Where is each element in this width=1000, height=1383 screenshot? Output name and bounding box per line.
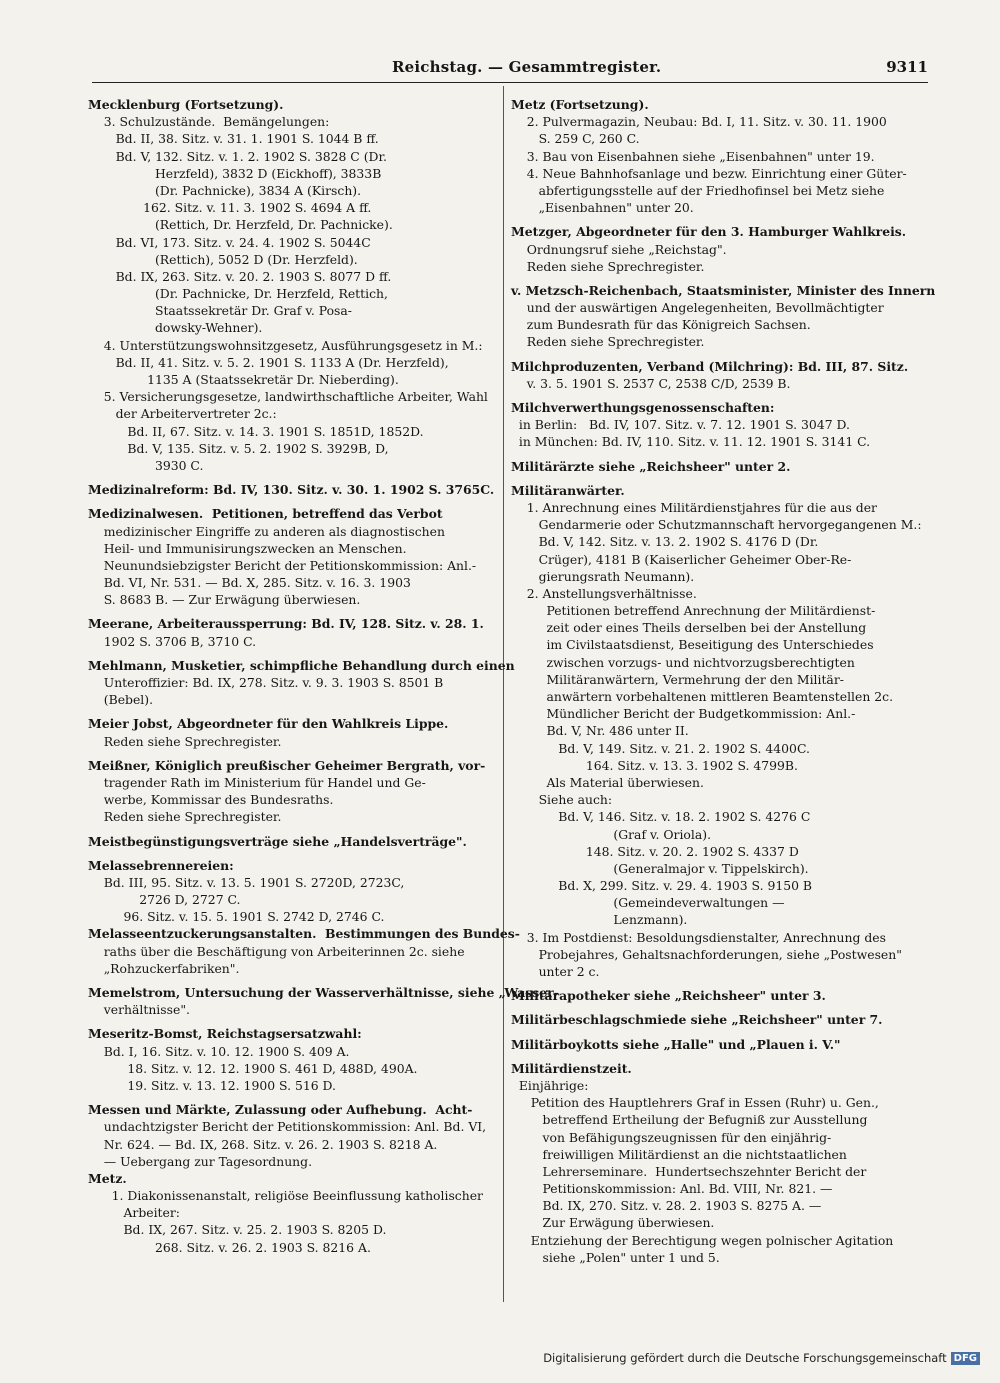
index-entry-line: raths über die Beschäftigung von Arbeiterinnen 2c. siehe [88, 943, 465, 959]
index-entry-heading: Meistbegünstigungsverträge siehe „Handelsverträge". [88, 833, 467, 849]
index-entry-line: Militäranwärtern, Vermehrung der den Militär- [511, 671, 844, 687]
index-entry-line: Bd. V, 132. Sitz. v. 1. 2. 1902 S. 3828 C (Dr. [88, 148, 387, 164]
index-entry-line: Bd. II, 38. Sitz. v. 31. 1. 1901 S. 1044 B ff. [88, 131, 379, 147]
index-entry-line: Bd. II, 41. Sitz. v. 5. 2. 1901 S. 1133 A (Dr. Herzfeld), [88, 354, 449, 370]
index-entry-line: (Rettich), 5052 D (Dr. Herzfeld). [88, 251, 358, 267]
index-entry-line: 5. Versicherungsgesetze, landwirthschaftliche Arbeiter, Wahl [88, 389, 488, 405]
index-entry-heading: Milchverwerthungsgenossenschaften: [511, 400, 775, 415]
index-entry-line: (Bebel). [88, 692, 154, 708]
index-entry-line: zeit oder eines Theils derselben bei der Anstellung [511, 620, 867, 636]
index-entry-heading: v. Metzsch-Reichenbach, Staatsminister, Minister des Innern [511, 282, 936, 298]
index-entry-heading: Militärboykotts siehe „Halle" und „Plauen i. V." [511, 1036, 841, 1052]
index-entry-line: medizinischer Eingriffe zu anderen als diagnostischen [88, 523, 445, 539]
index-entry-line: Gendarmerie oder Schutzmannschaft hervorgegangenen M.: [511, 517, 922, 533]
index-entry-line: werbe, Kommissar des Bundesraths. [88, 792, 334, 808]
index-entry-heading: Melassebrennereien: [88, 857, 234, 873]
index-entry-heading: Meerane, Arbeiteraussperrung: Bd. IV, 128. Sitz. v. 28. 1. [88, 616, 484, 632]
index-entry-heading: Meseritz-Bomst, Reichstagsersatzwahl: [88, 1026, 362, 1042]
index-entry-line: (Dr. Pachnicke), 3834 A (Kirsch). [88, 182, 362, 198]
index-entry-line: in Berlin: Bd. IV, 107. Sitz. v. 7. 12. 1901 S. 3047 D. [511, 417, 850, 433]
index-entry-line: Petition des Hauptlehrers Graf in Essen (Ruhr) u. Gen., [511, 1095, 879, 1111]
index-entry-line: 268. Sitz. v. 26. 2. 1903 S. 8216 A. [88, 1239, 371, 1255]
index-entry-line: 19. Sitz. v. 13. 12. 1900 S. 516 D. [88, 1077, 336, 1093]
index-entry-line: Entziehung der Berechtigung wegen polnischer Agitation [511, 1232, 894, 1248]
index-entry-heading: Medizinalreform: Bd. IV, 130. Sitz. v. 30. 1. 1902 S. 3765C. [88, 482, 495, 498]
index-entry-line: S. 8683 B. — Zur Erwägung überwiesen. [88, 592, 361, 608]
index-entry-line: Neunundsiebzigster Bericht der Petitionskommission: Anl.- [88, 557, 477, 573]
index-entry-heading: Messen und Märkte, Zulassung oder Aufhebung. Acht- [88, 1102, 473, 1118]
index-entry-line: 2. Pulvermagazin, Neubau: Bd. I, 11. Sitz. v. 30. 11. 1900 [511, 114, 887, 130]
index-entry-line: Staatssekretär Dr. Graf v. Posa- [88, 303, 352, 319]
index-entry-line: Reden siehe Sprechregister. [511, 334, 705, 350]
index-entry-heading: Militärärzte siehe „Reichsheer" unter 2. [511, 458, 791, 474]
index-entry-line: unter 2 c. [511, 964, 600, 979]
index-entry-heading: Melasseentzuckerungsanstalten. Bestimmungen des Bundes- [88, 926, 520, 942]
index-entry-line: der Arbeitervertreter 2c.: [88, 406, 277, 422]
index-entry-line: Bd. X, 299. Sitz. v. 29. 4. 1903 S. 9150 B [511, 878, 813, 894]
index-entry-line: Einjährige: [511, 1077, 589, 1093]
index-entry-heading: Mecklenburg (Fortsetzung). [88, 97, 284, 112]
footer-text: Digitalisierung gefördert durch die Deutsche Forschungsgemeinschaft [543, 1351, 947, 1365]
index-entry-heading: Meißner, Königlich preußischer Geheimer Bergrath, vor- [88, 757, 486, 773]
index-entry-line: (Dr. Pachnicke, Dr. Herzfeld, Rettich, [88, 286, 388, 302]
index-entry-line: Bd. V, 135. Sitz. v. 5. 2. 1902 S. 3929B, D, [88, 440, 389, 456]
index-entry-line: Mündlicher Bericht der Budgetkommission: Anl.- [511, 706, 856, 722]
index-entry-line: Petitionskommission: Anl. Bd. VIII, Nr. 821. — [511, 1181, 833, 1197]
index-entry-line: Bd. IX, 267. Sitz. v. 25. 2. 1903 S. 8205 D. [88, 1222, 387, 1238]
index-entry-line: 18. Sitz. v. 12. 12. 1900 S. 461 D, 488D, 490A. [88, 1060, 418, 1076]
index-entry-line: verhältnisse". [88, 1002, 190, 1018]
index-entry-line: 162. Sitz. v. 11. 3. 1902 S. 4694 A ff. [88, 200, 372, 216]
index-entry-line: in München: Bd. IV, 110. Sitz. v. 11. 12. 1901 S. 3141 C. [511, 434, 871, 450]
index-entry-line: Reden siehe Sprechregister. [511, 258, 705, 274]
index-entry-heading: Militäranwärter. [511, 482, 625, 498]
index-entry-line: Bd. V, 149. Sitz. v. 21. 2. 1902 S. 4400C. [511, 740, 810, 756]
index-entry-heading: Militärdienstzeit. [511, 1060, 632, 1076]
index-entry-line: 3930 C. [88, 457, 204, 473]
index-entry-line: (Generalmajor v. Tippelskirch). [511, 860, 809, 876]
index-entry-line: freiwilligen Militärdienst an die nichtstaatlichen [511, 1146, 847, 1162]
index-entry-heading: Metzger, Abgeordneter für den 3. Hamburger Wahlkreis. [511, 224, 907, 240]
index-entry-line: Arbeiter: [88, 1205, 180, 1221]
index-entry-line: Reden siehe Sprechregister. [88, 733, 282, 749]
index-entry-line: 1135 A (Staatssekretär Dr. Nieberding). [88, 372, 399, 387]
index-entry-line: Heil- und Immunisirungszwecken an Menschen. [88, 540, 407, 556]
index-entry-line: Ordnungsruf siehe „Reichstag". [511, 241, 727, 257]
index-entry-line: betreffend Ertheilung der Befugniß zur Ausstellung [511, 1112, 868, 1128]
index-entry-line: 148. Sitz. v. 20. 2. 1902 S. 4337 D [511, 843, 799, 859]
index-entry-line: 1. Anrechnung eines Militärdienstjahres für die aus der [511, 499, 877, 515]
index-entry-line: von Befähigungszeugnissen für den einjährig- [511, 1129, 832, 1145]
index-entry-line: und der auswärtigen Angelegenheiten, Bevollmächtigter [511, 300, 884, 316]
index-entry-line: Bd. V, Nr. 486 unter II. [511, 723, 689, 739]
index-entry-line: Bd. II, 67. Sitz. v. 14. 3. 1901 S. 1851D, 1852D. [88, 423, 424, 439]
index-entry-line: Bd. VI, 173. Sitz. v. 24. 4. 1902 S. 5044C [88, 234, 371, 250]
index-entry-line: 4. Neue Bahnhofsanlage und bezw. Einrichtung einer Güter- [511, 165, 907, 181]
footer-credit [543, 1351, 980, 1365]
index-entry-heading: Meier Jobst, Abgeordneter für den Wahlkreis Lippe. [88, 716, 449, 732]
index-entry-line: 2726 D, 2727 C. [88, 892, 241, 908]
index-entry-line: Zur Erwägung überwiesen. [511, 1215, 715, 1231]
index-entry-line: Crüger), 4181 B (Kaiserlicher Geheimer Ober-Re- [511, 551, 852, 567]
index-entry-line: zum Bundesrath für das Königreich Sachsen. [511, 317, 811, 333]
index-entry-line: 1. Diakonissenanstalt, religiöse Beeinflussung katholischer [88, 1188, 483, 1204]
index-entry-line: Reden siehe Sprechregister. [88, 809, 282, 825]
index-entry-line: Siehe auch: [511, 792, 613, 808]
index-entry-line: 3. Im Postdienst: Besoldungsdienstalter, Anrechnung des [511, 929, 886, 945]
index-entry-line: Unteroffizier: Bd. IX, 278. Sitz. v. 9. 3. 1903 S. 8501 B [88, 675, 444, 690]
right-column [511, 96, 936, 1266]
header-title: Reichstag. — Gesammtregister. [392, 58, 662, 76]
running-header [92, 58, 928, 80]
index-entry-line: S. 259 C, 260 C. [511, 131, 640, 147]
index-entry-heading: Mehlmann, Musketier, schimpfliche Behandlung durch einen [88, 657, 515, 673]
index-entry-heading: Militärapotheker siehe „Reichsheer" unter 3. [511, 988, 826, 1004]
index-entry-heading: Metz (Fortsetzung). [511, 97, 649, 112]
index-entry-line: siehe „Polen" unter 1 und 5. [511, 1249, 720, 1265]
index-entry-line: gierungsrath Neumann). [511, 568, 695, 584]
index-entry-line: Bd. V, 146. Sitz. v. 18. 2. 1902 S. 4276 C [511, 809, 811, 825]
index-entry-line: 1902 S. 3706 B, 3710 C. [88, 633, 257, 649]
index-entry-line: Lenzmann). [511, 912, 688, 928]
index-entry-heading: Medizinalwesen. Petitionen, betreffend das Verbot [88, 506, 443, 522]
index-entry-line: Nr. 624. — Bd. IX, 268. Sitz. v. 26. 2. 1903 S. 8218 A. [88, 1136, 438, 1152]
index-entry-heading: Metz. [88, 1170, 127, 1186]
column-divider [503, 86, 504, 1302]
index-entry-line: Bd. IX, 270. Sitz. v. 28. 2. 1903 S. 8275 A. — [511, 1198, 822, 1214]
index-entry-heading: Milchproduzenten, Verband (Milchring): Bd. III, 87. Sitz. [511, 358, 909, 374]
index-entry-line: „Rohzuckerfabriken". [88, 960, 240, 976]
dfg-logo: DFG [951, 1352, 980, 1365]
index-entry-line: Als Material überwiesen. [511, 774, 704, 790]
index-entry-line: abfertigungsstelle auf der Friedhofinsel bei Metz siehe [511, 182, 885, 198]
index-entry-line: im Civilstaatsdienst, Beseitigung des Unterschiedes [511, 637, 874, 653]
index-entry-line: Bd. I, 16. Sitz. v. 10. 12. 1900 S. 409 A. [88, 1043, 350, 1059]
index-entry-line: 96. Sitz. v. 15. 5. 1901 S. 2742 D, 2746 C. [88, 909, 385, 925]
index-entry-line: Herzfeld), 3832 D (Eickhoff), 3833B [88, 165, 382, 181]
index-entry-line: dowsky-Wehner). [88, 320, 263, 336]
index-entry-line: anwärtern vorbehaltenen mittleren Beamtenstellen 2c. [511, 689, 894, 704]
index-entry-line: v. 3. 5. 1901 S. 2537 C, 2538 C/D, 2539 B. [511, 375, 791, 391]
index-entry-line: Bd. V, 142. Sitz. v. 13. 2. 1902 S. 4176 D (Dr. [511, 534, 819, 550]
index-entry-line: Bd. IX, 263. Sitz. v. 20. 2. 1903 S. 8077 D ff. [88, 268, 392, 284]
index-entry-line: Probejahres, Gehaltsnachforderungen, siehe „Postwesen" [511, 946, 902, 962]
index-entry-line: — Uebergang zur Tagesordnung. [88, 1153, 313, 1169]
index-entry-line: Bd. III, 95. Sitz. v. 13. 5. 1901 S. 2720D, 2723C, [88, 874, 405, 890]
index-entry-line: (Gemeindeverwaltungen — [511, 895, 785, 911]
index-entry-line: Lehrerseminare. Hundertsechszehnter Bericht der [511, 1163, 867, 1179]
index-entry-line: „Eisenbahnen" unter 20. [511, 200, 694, 216]
index-entry-line: 2. Anstellungsverhältnisse. [511, 585, 697, 601]
index-entry-line: tragender Rath im Ministerium für Handel und Ge- [88, 774, 426, 790]
header-rule [92, 82, 928, 83]
index-entry-line: 164. Sitz. v. 13. 3. 1902 S. 4799B. [511, 757, 798, 773]
index-entry-line: 3. Bau von Eisenbahnen siehe „Eisenbahnen" unter 19. [511, 148, 875, 164]
index-entry-line: Petitionen betreffend Anrechnung der Militärdienst- [511, 603, 876, 619]
index-entry-line: Bd. VI, Nr. 531. — Bd. X, 285. Sitz. v. 16. 3. 1903 [88, 575, 411, 591]
index-entry-line: zwischen vorzugs- und nichtvorzugsberechtigten [511, 654, 855, 670]
index-entry-line: 4. Unterstützungswohnsitzgesetz, Ausführungsgesetz in M.: [88, 337, 483, 353]
index-entry-line: (Rettich, Dr. Herzfeld, Dr. Pachnicke). [88, 217, 393, 233]
index-entry-line: (Graf v. Oriola). [511, 826, 712, 842]
index-entry-line: 3. Schulzustände. Bemängelungen: [88, 114, 330, 130]
index-entry-heading: Memelstrom, Untersuchung der Wasserverhältnisse, siehe „Wasser- [88, 985, 559, 1000]
index-entry-heading: Militärbeschlagschmiede siehe „Reichsheer" unter 7. [511, 1012, 883, 1028]
page-number: 9311 [886, 58, 928, 76]
index-entry-line: undachtzigster Bericht der Petitionskommission: Anl. Bd. VI, [88, 1119, 487, 1135]
